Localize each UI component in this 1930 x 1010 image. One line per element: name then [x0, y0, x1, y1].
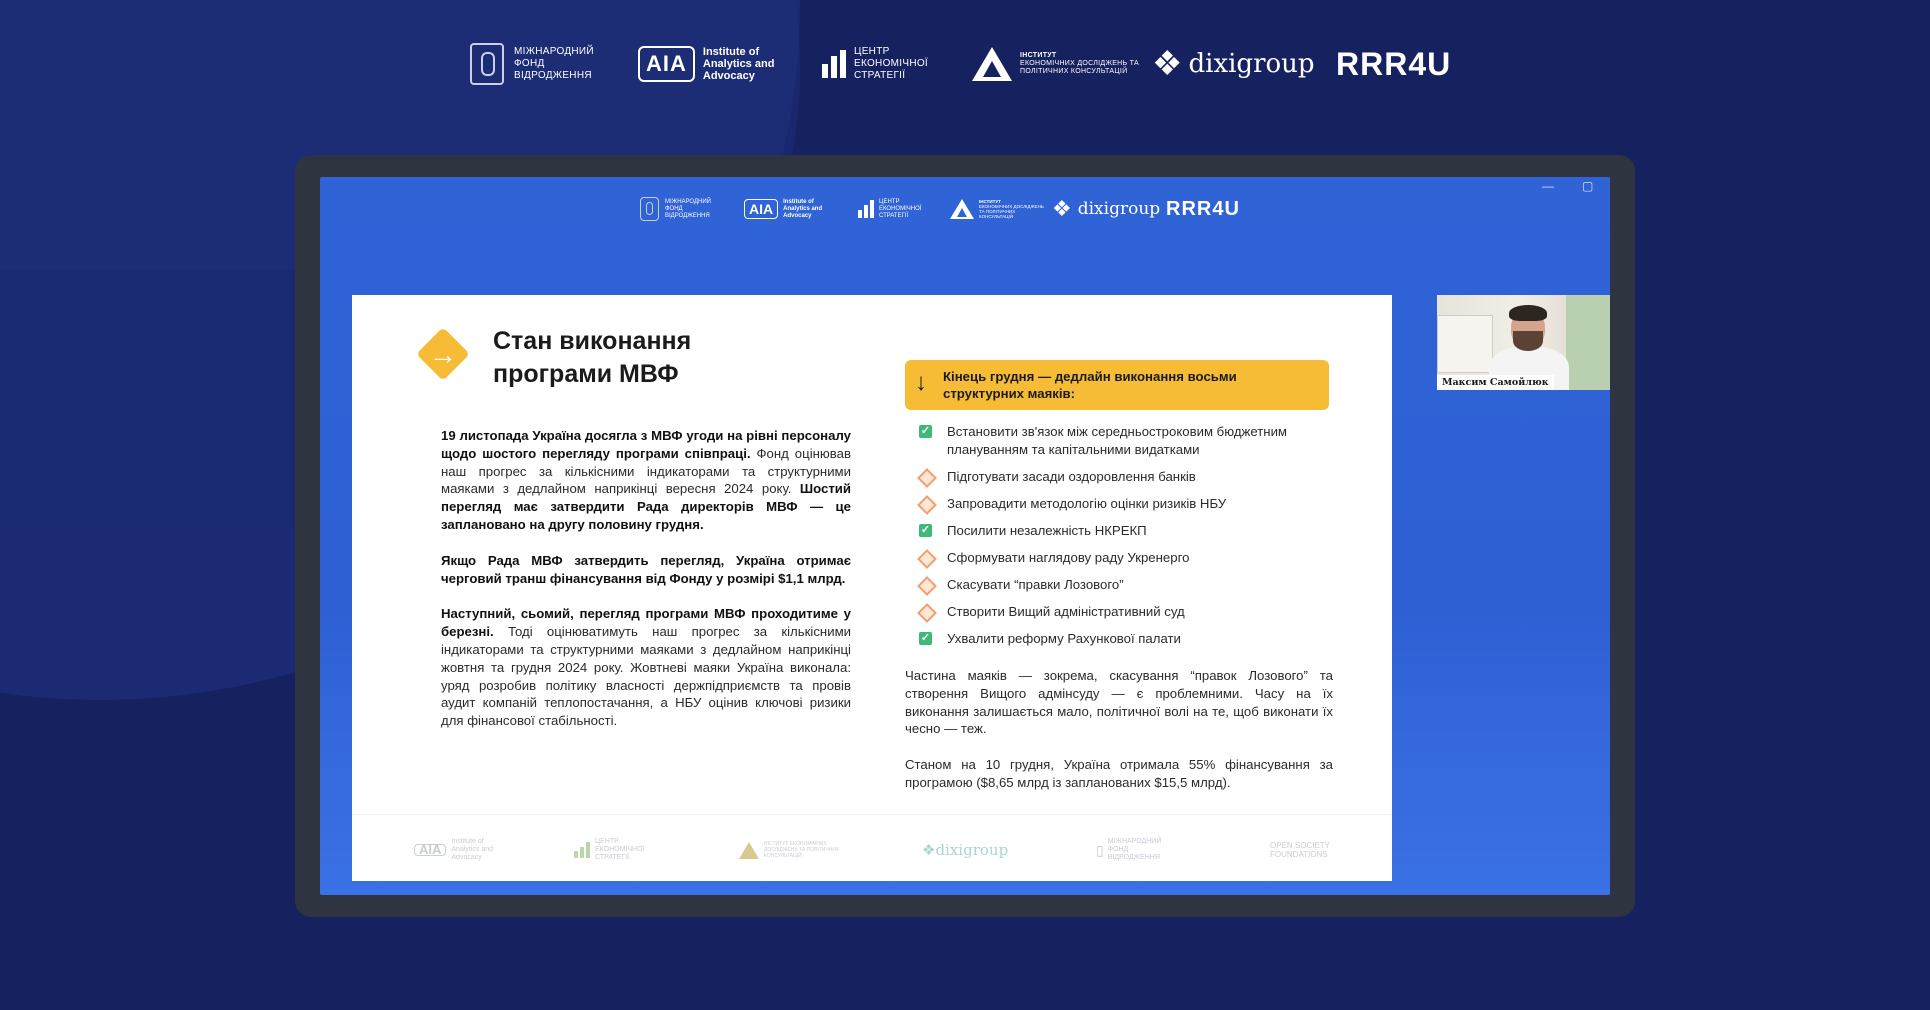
dixigroup-icon: ❖: [1052, 196, 1072, 221]
list-item: Створити Вищий адміністративний суд: [919, 603, 1349, 621]
pending-diamond-icon: [917, 603, 937, 623]
pending-diamond-icon: [917, 495, 937, 515]
left-text-column: [441, 427, 851, 748]
rrr4u-logo: RRR4U: [1336, 45, 1452, 82]
webcam-video-tile[interactable]: [1437, 295, 1610, 390]
dixigroup-icon: ❖: [922, 841, 936, 859]
triangle-icon: [739, 842, 759, 859]
dixigroup-logo: ❖ dixigroup: [1152, 45, 1315, 83]
participant-name-label: Максим Самойлюк: [1437, 375, 1554, 390]
aia-logo: AIA Institute of Analytics and Advocacy: [414, 835, 503, 865]
dixigroup-logo: ❖ dixigroup: [922, 841, 1009, 859]
arrow-down-icon: ↓: [915, 369, 927, 396]
slide-title: Стан виконання програми МВФ: [493, 327, 692, 388]
presentation-screen: [320, 177, 1610, 895]
triangle-icon: [972, 47, 1012, 81]
irf-icon: [470, 43, 504, 85]
speaker-hair: [1509, 305, 1547, 321]
aia-logo: AIA Institute of Analytics and Advocacy: [638, 36, 791, 92]
osf-logo: OPEN SOCIETY FOUNDATIONS: [1270, 841, 1330, 859]
paragraph-next-review: Наступний, сьомий, перегляд програми МВФ проходитиме у березні. Тоді оцінюватимуть наш прогрес за кількісними індикаторами та структурними маяками з дедлайном наприкінці жовтня та грудня 2024 року. Жовтневі маяки Україна виконала: уряд розробив політику власності держпідприємств та провів аудит компаній теплопостачання, а НБУ оцінив ключові ризики для фінансової стабільності.: [441, 606, 851, 729]
irf-icon: [640, 197, 659, 221]
beacon-list: [919, 423, 1349, 657]
background-band: [0, 270, 300, 530]
checkmark-icon: ✓: [920, 524, 931, 536]
checkmark-icon: ✓: [920, 425, 931, 437]
right-notes: [905, 667, 1333, 810]
bar-chart-icon: [574, 842, 590, 858]
bar-chart-icon: [822, 50, 846, 78]
background-window: [1566, 295, 1610, 390]
ces-logo: ЦЕНТР ЕКОНОМІЧНОЇ СТРАТЕГІЇ: [574, 835, 657, 865]
aia-icon: AIA: [638, 46, 695, 82]
screen-header-logos: [640, 191, 1300, 227]
restore-icon[interactable]: ▢: [1582, 179, 1594, 193]
checkmark-icon: ✓: [920, 632, 931, 644]
list-item: ✓ Посилити незалежність НКРЕКП: [920, 523, 1147, 538]
speaker-beard: [1513, 331, 1543, 351]
ces-logo: ЦЕНТР ЕКОНОМІЧНОЇ СТРАТЕГІЇ: [822, 36, 940, 92]
ier-logo: ІНСТИТУТ ЕКОНОМІЧНИХ ДОСЛІДЖЕНЬ ТА ПОЛІТИЧНИХ КОНСУЛЬТАЦІЙ: [739, 835, 850, 865]
irf-logo: МІЖНАРОДНИЙ ФОНД ВІДРОДЖЕННЯ: [640, 191, 717, 227]
pending-diamond-icon: [917, 468, 937, 488]
footer-logos: [414, 835, 1354, 865]
paragraph-tranche: Якщо Рада МВФ затвердить перегляд, Україна отримає черговий транш фінансування від Фонду у розмірі $1,1 млрд.: [441, 552, 851, 586]
arrow-right-icon: →: [429, 339, 457, 370]
pending-diamond-icon: [917, 576, 937, 596]
rrr4u-logo: RRR4U: [1166, 197, 1240, 220]
irf-logo: МІЖНАРОДНИЙ ФОНД ВІДРОДЖЕННЯ: [470, 36, 610, 92]
background-shelf: [1437, 315, 1493, 373]
ier-logo: ІНСТИТУТ ЕКОНОМІЧНИХ ДОСЛІДЖЕНЬ ТА ПОЛІТИЧНИХ КОНСУЛЬТАЦІЙ: [950, 191, 1049, 227]
footer-divider: [352, 814, 1392, 815]
irf-logo: ▯ МІЖНАРОДНИЙ ФОНД ВІДРОДЖЕННЯ: [1096, 838, 1162, 861]
minimize-icon[interactable]: —: [1542, 179, 1554, 193]
header-logos: [470, 36, 1470, 92]
pending-diamond-icon: [917, 549, 937, 569]
list-item: Сформувати наглядову раду Укренерго: [919, 549, 1349, 567]
dixigroup-icon: ❖: [1152, 45, 1183, 83]
dixigroup-logo: ❖ dixigroup: [1052, 196, 1161, 221]
list-item: ✓ Встановити зв'язок між середньостроковим бюджетним плануванням та капітальними видатками: [920, 424, 1288, 457]
note-financing-status: Станом на 10 грудня, Україна отримала 55% фінансування за програмою ($8,65 млрд із запланованих $15,5 млрд).: [905, 757, 1333, 790]
bar-chart-icon: [858, 200, 874, 218]
list-item: Запровадити методологію оцінки ризиків НБУ: [919, 495, 1349, 513]
list-item: Підготувати засади оздоровлення банків: [919, 468, 1349, 486]
list-item: ✓ Ухвалити реформу Рахункової палати: [920, 631, 1181, 646]
triangle-icon: [950, 199, 974, 219]
slide: [352, 295, 1392, 881]
deadline-banner: ↓ Кінець грудня — дедлайн виконання восьми структурних маяків:: [905, 360, 1329, 410]
aia-icon: AIA: [744, 199, 778, 219]
list-item: Скасувати “правки Лозового”: [919, 576, 1349, 594]
ces-logo: ЦЕНТР ЕКОНОМІЧНОЇ СТРАТЕГІЇ: [858, 191, 927, 227]
note-problematic-beacons: Частина маяків — зокрема, скасування “правок Лозового” та створення Вищого адмінсуду — є проблемними. Часу на їх виконання залишається мало, політичної волі на те, щоб виконати їх чесно — теж.: [905, 668, 1333, 737]
ier-logo: ІНСТИТУТ ЕКОНОМІЧНИХ ДОСЛІДЖЕНЬ ТА ПОЛІТИЧНИХ КОНСУЛЬТАЦІЙ: [972, 36, 1140, 92]
aia-logo: AIA Institute of Analytics and Advocacy: [744, 191, 831, 227]
paragraph-staff-agreement: 19 листопада Україна досягла з МВФ угоди на рівні персоналу щодо шостого перегляду програми співпраці. Фонд оцінював наш прогрес за кількісними індикаторами та структурними маяками з дедлайном наприкінці вересня 2024 року. Шостий перегляд має затвердити Рада директорів МВФ — це заплановано на другу половину грудня.: [441, 428, 851, 532]
irf-icon: ▯: [1096, 842, 1104, 858]
aia-icon: AIA: [414, 844, 446, 856]
